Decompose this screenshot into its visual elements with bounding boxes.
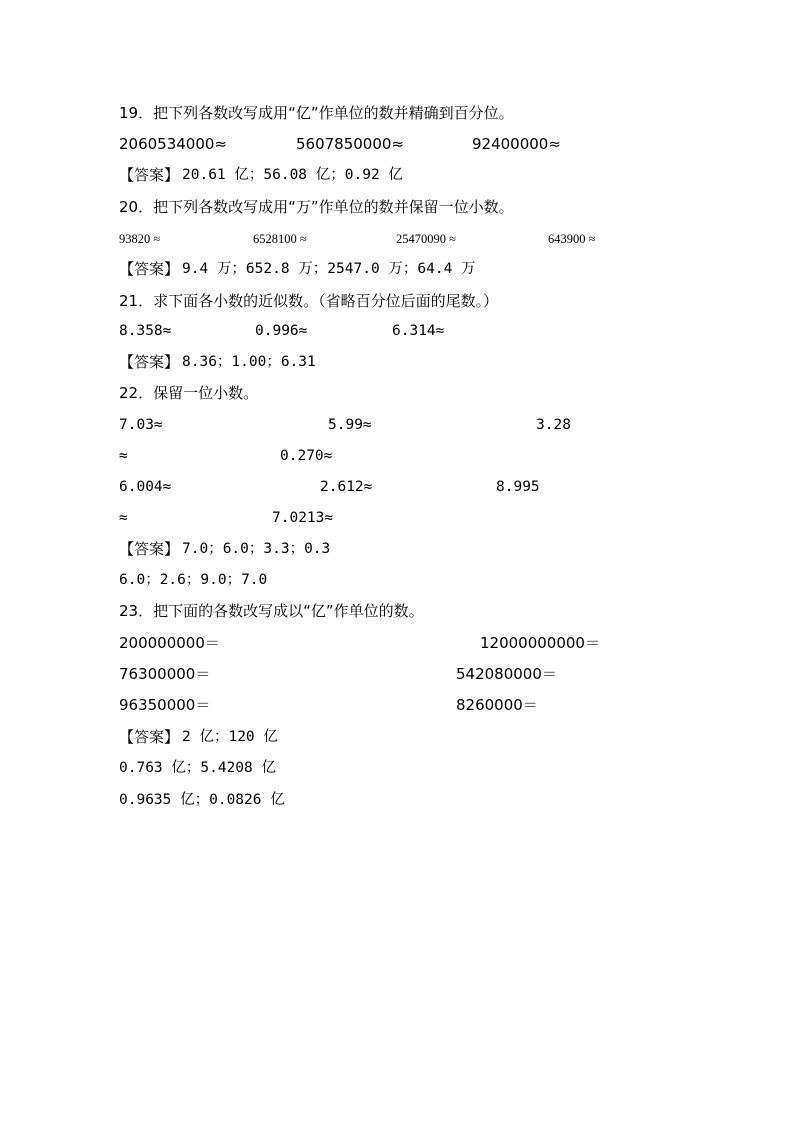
q22-answer-line bbox=[0, 538, 793, 570]
q23-item-1: 200000000＝ bbox=[119, 634, 220, 652]
q22-title: 22．保留一位小数。 bbox=[119, 384, 259, 402]
q19-item-3: 92400000≈ bbox=[472, 135, 561, 153]
q21-answer-line bbox=[0, 351, 793, 383]
q20-item-1: 93820 ≈ bbox=[119, 232, 161, 246]
q23-item-6: 8260000＝ bbox=[456, 696, 538, 714]
q23-answer-line-2 bbox=[0, 757, 793, 789]
q22-answer-2: 6.0；2.6；9.0；7.0 bbox=[119, 572, 268, 588]
q23-answer-line bbox=[0, 726, 793, 758]
q19-title: 19．把下列各数改写成用“亿”作单位的数并精确到百分位。 bbox=[119, 104, 514, 122]
answer-tag: 【答案】 bbox=[119, 166, 180, 184]
q20-item-2: 6528100 ≈ bbox=[253, 232, 307, 246]
q22-item-1: 7.03≈ bbox=[119, 417, 163, 433]
q19-answer: 20.61 亿；56.08 亿；0.92 亿 bbox=[182, 167, 403, 183]
q21-item-1: 8.358≈ bbox=[119, 323, 172, 339]
q23-title-line bbox=[0, 600, 793, 632]
answer-tag: 【答案】 bbox=[119, 728, 180, 746]
q22-item-3-cont: ≈ bbox=[119, 448, 128, 464]
q23-item-2: 12000000000＝ bbox=[480, 634, 600, 652]
q22-row-4 bbox=[0, 507, 793, 539]
q22-item-8: 7.0213≈ bbox=[272, 510, 334, 526]
q22-item-2: 5.99≈ bbox=[328, 417, 372, 433]
q19-answer-line bbox=[0, 164, 793, 196]
q22-item-7: 8.995 bbox=[496, 479, 540, 495]
q23-answer-line-3 bbox=[0, 789, 793, 821]
q23-row-2 bbox=[0, 663, 793, 695]
answer-tag: 【答案】 bbox=[119, 353, 180, 371]
q22-title-line bbox=[0, 382, 793, 414]
q22-answer-1: 7.0；6.0；3.3；0.3 bbox=[182, 541, 331, 557]
q23-row-1 bbox=[0, 632, 793, 664]
q23-answer-2: 0.763 亿；5.4208 亿 bbox=[119, 760, 276, 776]
q19-title-line bbox=[0, 102, 793, 134]
q22-item-6: 2.612≈ bbox=[320, 479, 373, 495]
answer-tag: 【答案】 bbox=[119, 540, 180, 558]
q21-title-line bbox=[0, 290, 793, 322]
q20-answer-line bbox=[0, 258, 793, 290]
q22-item-5: 6.004≈ bbox=[119, 479, 172, 495]
q19-item-1: 2060534000≈ bbox=[119, 135, 228, 153]
q23-item-5: 96350000＝ bbox=[119, 696, 211, 714]
q23-row-3 bbox=[0, 694, 793, 726]
q21-items-line bbox=[0, 320, 793, 352]
q20-item-3: 25470090 ≈ bbox=[396, 232, 456, 246]
q22-item-4: 0.270≈ bbox=[280, 448, 333, 464]
q23-item-4: 542080000＝ bbox=[456, 665, 557, 683]
answer-tag: 【答案】 bbox=[119, 260, 180, 278]
q22-answer-line-2 bbox=[0, 569, 793, 601]
q20-item-4: 643900 ≈ bbox=[548, 232, 596, 246]
q21-item-2: 0.996≈ bbox=[255, 323, 308, 339]
q23-item-3: 76300000＝ bbox=[119, 665, 211, 683]
q21-title: 21．求下面各小数的近似数。（省略百分位后面的尾数。） bbox=[119, 292, 499, 310]
q20-answer: 9.4 万；652.8 万；2547.0 万；64.4 万 bbox=[182, 261, 476, 277]
q23-answer-3: 0.9635 亿；0.0826 亿 bbox=[119, 792, 285, 808]
q22-row-2 bbox=[0, 445, 793, 477]
q20-title: 20．把下列各数改写成用“万”作单位的数并保留一位小数。 bbox=[119, 198, 514, 216]
q20-items-line bbox=[0, 228, 793, 260]
q19-item-2: 5607850000≈ bbox=[296, 135, 405, 153]
q22-row-1 bbox=[0, 414, 793, 446]
q23-title: 23．把下面的各数改写成以“亿”作单位的数。 bbox=[119, 602, 424, 620]
q21-answer: 8.36；1.00；6.31 bbox=[182, 354, 316, 370]
q20-title-line bbox=[0, 196, 793, 228]
q22-row-3 bbox=[0, 476, 793, 508]
q19-items-line bbox=[0, 133, 793, 165]
q22-item-7-cont: ≈ bbox=[119, 510, 128, 526]
q22-item-3: 3.28 bbox=[536, 417, 571, 433]
q21-item-3: 6.314≈ bbox=[392, 323, 445, 339]
q23-answer-1: 2 亿；120 亿 bbox=[182, 729, 278, 745]
